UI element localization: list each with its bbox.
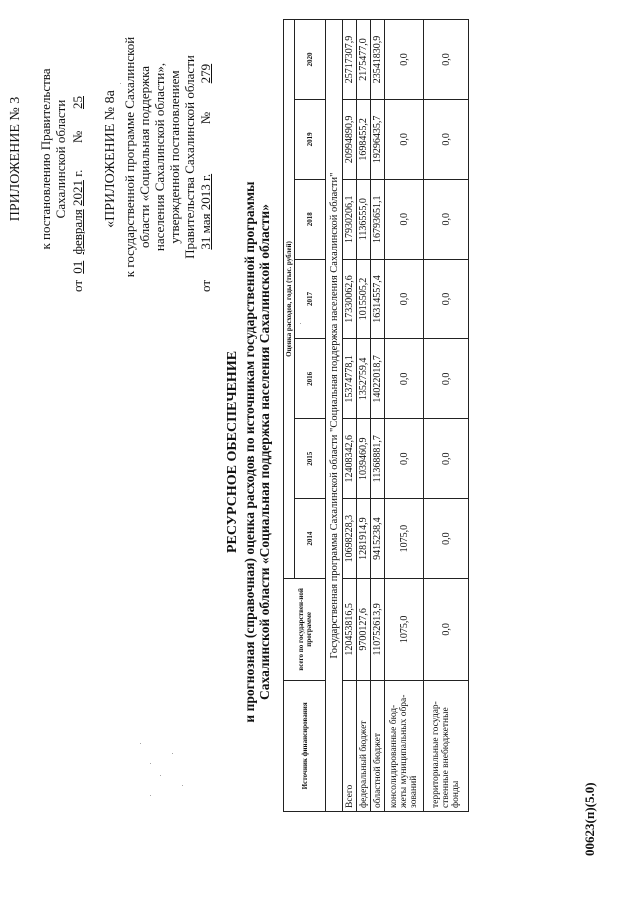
value-cell: 1136555,0 <box>357 179 371 259</box>
value-cell: 1281914,9 <box>357 499 371 579</box>
col-year-header: 2014 <box>295 499 326 579</box>
value-cell: 9415238,4 <box>371 499 385 579</box>
col-year-header: 2016 <box>295 339 326 419</box>
value-cell: 14022018,7 <box>371 339 385 419</box>
value-cell: 0,0 <box>385 99 424 179</box>
value-cell: 0,0 <box>424 339 469 419</box>
appendix-3-line2: Сахалинской области <box>53 99 68 219</box>
appendix-3-line1: к постановлению Правительства <box>38 68 53 250</box>
scan-speck <box>120 83 121 84</box>
date-day: 01 <box>70 260 85 274</box>
col-group-header: Оценка расходов, годы (тыс. рублей) <box>284 20 295 579</box>
appendix-3-title: ПРИЛОЖЕНИЕ № 3 <box>8 96 23 222</box>
value-cell: 0,0 <box>424 419 469 499</box>
source-cell: федеральный бюджет <box>357 680 371 811</box>
heading-title: РЕСУРСНОЕ ОБЕСПЕЧЕНИЕ <box>225 350 240 554</box>
document-code: 00623(п)(5.0) <box>582 782 597 856</box>
program-row <box>326 20 343 812</box>
value-cell: 2175477,0 <box>357 20 371 100</box>
scan-speck <box>150 763 151 764</box>
value-cell: 0,0 <box>385 20 424 100</box>
value-cell: 0,0 <box>424 20 469 100</box>
appendix-8a-title: «ПРИЛОЖЕНИЕ № 8а <box>103 90 118 228</box>
source-cell: территориальные государ-ственные внебюджетные фонды <box>424 680 469 811</box>
document-number: 25 <box>70 96 85 110</box>
table-row <box>385 20 424 812</box>
value-cell: 0,0 <box>385 419 424 499</box>
value-cell: 0,0 <box>424 179 469 259</box>
value-cell: 0,0 <box>385 179 424 259</box>
heading-subtitle-2: Сахалинской области «Социальная поддержка населения Сахалинской области» <box>257 204 272 700</box>
value-cell: 16314557,4 <box>371 259 385 339</box>
appendix-8a-line5: Правительства Сахалинской области <box>182 55 197 259</box>
date-value: 31 мая 2013 г. <box>198 173 213 250</box>
value-cell: 17330062,6 <box>343 259 357 339</box>
value-cell: 12408342,6 <box>343 419 357 499</box>
col-year-header: 2020 <box>295 20 326 100</box>
value-cell: 0,0 <box>424 259 469 339</box>
date-month: февраля <box>70 209 85 255</box>
appendix-3-date-line <box>70 22 85 292</box>
date-prefix: от <box>70 279 85 292</box>
value-cell: 0,0 <box>424 499 469 579</box>
col-total-header: всего по государствен-ной программе <box>284 579 326 681</box>
appendix-8a-line2: области «Социальная поддержка <box>137 66 152 248</box>
value-cell: 1698455,2 <box>357 99 371 179</box>
scan-speck <box>182 785 183 786</box>
table-row <box>371 20 385 812</box>
col-year-header: 2018 <box>295 179 326 259</box>
appendix-8a-line4: утвержденной постановлением <box>167 70 182 244</box>
date-prefix: от <box>198 279 213 292</box>
value-cell: 1352759,4 <box>357 339 371 419</box>
col-year-header: 2017 <box>295 259 326 339</box>
value-cell: 110752613,9 <box>371 579 385 681</box>
value-cell: 120453816,5 <box>343 579 357 681</box>
date-year-suffix: г. <box>70 169 85 177</box>
value-cell: 25717307,9 <box>343 20 357 100</box>
date-year: 2021 <box>70 180 85 207</box>
financing-table <box>283 19 469 812</box>
value-cell: 1075,0 <box>385 499 424 579</box>
number-label: № <box>70 130 85 144</box>
source-cell: областной бюджет <box>371 680 385 811</box>
table-row <box>343 20 357 812</box>
value-cell: 11368881,7 <box>371 419 385 499</box>
scan-speck <box>160 775 161 776</box>
col-year-header: 2015 <box>295 419 326 499</box>
appendix-8a-line1: к государственной программе Сахалинской <box>122 36 137 278</box>
col-source-header: Источник финансирования <box>284 680 326 811</box>
value-cell: 15374778,1 <box>343 339 357 419</box>
value-cell: 9700127,6 <box>357 579 371 681</box>
value-cell: 0,0 <box>385 339 424 419</box>
scan-speck <box>172 753 173 754</box>
heading-subtitle-1: и прогнозная (справочная) оценка расходов по источникам государственной программы <box>242 181 257 723</box>
value-cell: 19296435,7 <box>371 99 385 179</box>
appendix-8a-date-line <box>198 12 213 292</box>
value-cell: 17930206,1 <box>343 179 357 259</box>
appendix-8a-line3: населения Сахалинской области», <box>152 62 167 252</box>
scan-speck <box>140 743 141 744</box>
table-row <box>424 20 469 812</box>
value-cell: 1075,0 <box>385 579 424 681</box>
source-cell: консолидированные бюд-жеты муниципальных обра-зований <box>385 680 424 811</box>
value-cell: 0,0 <box>385 259 424 339</box>
source-cell: Всего <box>343 680 357 811</box>
value-cell: 23541830,9 <box>371 20 385 100</box>
value-cell: 10698228,3 <box>343 499 357 579</box>
scan-speck <box>300 323 301 324</box>
value-cell: 1039460,9 <box>357 419 371 499</box>
value-cell: 1015505,2 <box>357 259 371 339</box>
col-year-header: 2019 <box>295 99 326 179</box>
program-name-cell: Государственная программа Сахалинской области "Социальная поддержка населения Сахалинской области" <box>326 20 343 812</box>
value-cell: 16793651,1 <box>371 179 385 259</box>
number-label: № <box>198 111 213 125</box>
document-number: 279 <box>198 63 213 84</box>
table-row <box>357 20 371 812</box>
value-cell: 0,0 <box>424 99 469 179</box>
scan-speck <box>150 795 151 796</box>
table-header-row-1 <box>284 20 295 812</box>
value-cell: 20994890,9 <box>343 99 357 179</box>
value-cell: 0,0 <box>424 579 469 681</box>
